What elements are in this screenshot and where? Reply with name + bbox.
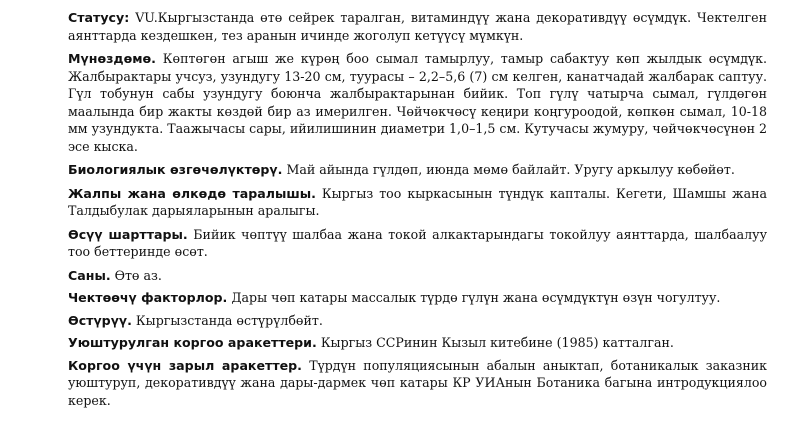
section-status <box>68 9 767 44</box>
section-label: Өстүрүү. <box>68 312 132 328</box>
section-needed-measures <box>68 357 767 410</box>
section-label: Коргоо үчүн зарыл аракеттер. <box>68 357 302 373</box>
section-text: Көптөгөн агыш же күрөң боо сымал тамырлуу, тамыр сабактуу көп жылдык өсүмдүк. Жалбырактары учсуз, узундугу 13-20 см, туурасы – 2,2–5,6 (7) см келген, канатчадай жалбарак саптуу. Гүл тобунун сабы узундугу боюнча жалбырактарынан бийик. Топ гүлү чатырча сымал, гүлдөгөн маалында бир жакты көздөй бир аз имерилген. Чөйчөкчөсү кеңири коңгуроодой, көпкөн сымал, 10-18 мм узундукта. Таажычасы сары, ийилишинин диаметри 1,0–1,5 см. Кутучасы жумуру, чөйчөкчөсүнөн 2 эсе кыска. <box>68 51 767 154</box>
section-biology <box>68 161 767 179</box>
section-label: Мүнөздөмө. <box>68 51 156 66</box>
section-label: Биологиялык өзгөчөлүктөрү. <box>68 162 283 177</box>
section-protection-measures <box>68 334 767 352</box>
section-description <box>68 50 767 155</box>
section-distribution <box>68 185 767 220</box>
section-text: Кыргызстанда өстүрүлбөйт. <box>135 312 323 328</box>
section-label: Статусу: <box>68 10 130 25</box>
section-label: Чектөөчү факторлор. <box>68 290 228 305</box>
section-cultivation <box>68 312 767 330</box>
section-text: Май айында гүлдөп, июнда мөмө байлайт. Уругу аркылуу көбөйөт. <box>286 162 735 177</box>
section-text: Дары чөп катары массалык түрдө гүлүн жана өсүмдүктүн өзүн чогултуу. <box>231 290 721 305</box>
section-population <box>68 267 767 285</box>
section-label: Жалпы жана өлкөдө таралышы. <box>68 185 316 201</box>
section-text: Түрдүн популяциясынын абалын аныктап, ботаникалык заказник уюштуруп, декоративдүү жана дары-дармек чөп катары КР УИАнын Ботаника багына интродукциялоо керек. <box>68 357 767 408</box>
section-label: Уюштурулган коргоо аракеттери. <box>68 335 317 350</box>
section-limiting-factors <box>68 289 767 307</box>
section-text: Өтө аз. <box>114 267 162 283</box>
section-habitat <box>68 226 767 261</box>
section-text: Кыргыз ССРинин Кызыл китебине (1985) катталган. <box>320 335 674 350</box>
section-text: Бийик чөптүү шалбаа жана токой алкактарындагы токойлуу аянттарда, шалбаалуу тоо беттеринде өсөт. <box>68 226 767 259</box>
section-label: Өсүү шарттары. <box>68 226 188 242</box>
section-label: Саны. <box>68 267 111 283</box>
section-text: VU.Кыргызстанда өтө сейрек таралган, витаминдүү жана декоративдүү өсүмдүк. Чектелген аянттарда кездешкен, тез аранын ичинде жоголуп кетүүсү мүмкүн. <box>68 10 767 43</box>
section-text: Кыргыз тоо кыркасынын түндүк капталы. Кегети, Шамшы жана Талдыбулак дарыяларынын аралыгы. <box>68 185 767 218</box>
